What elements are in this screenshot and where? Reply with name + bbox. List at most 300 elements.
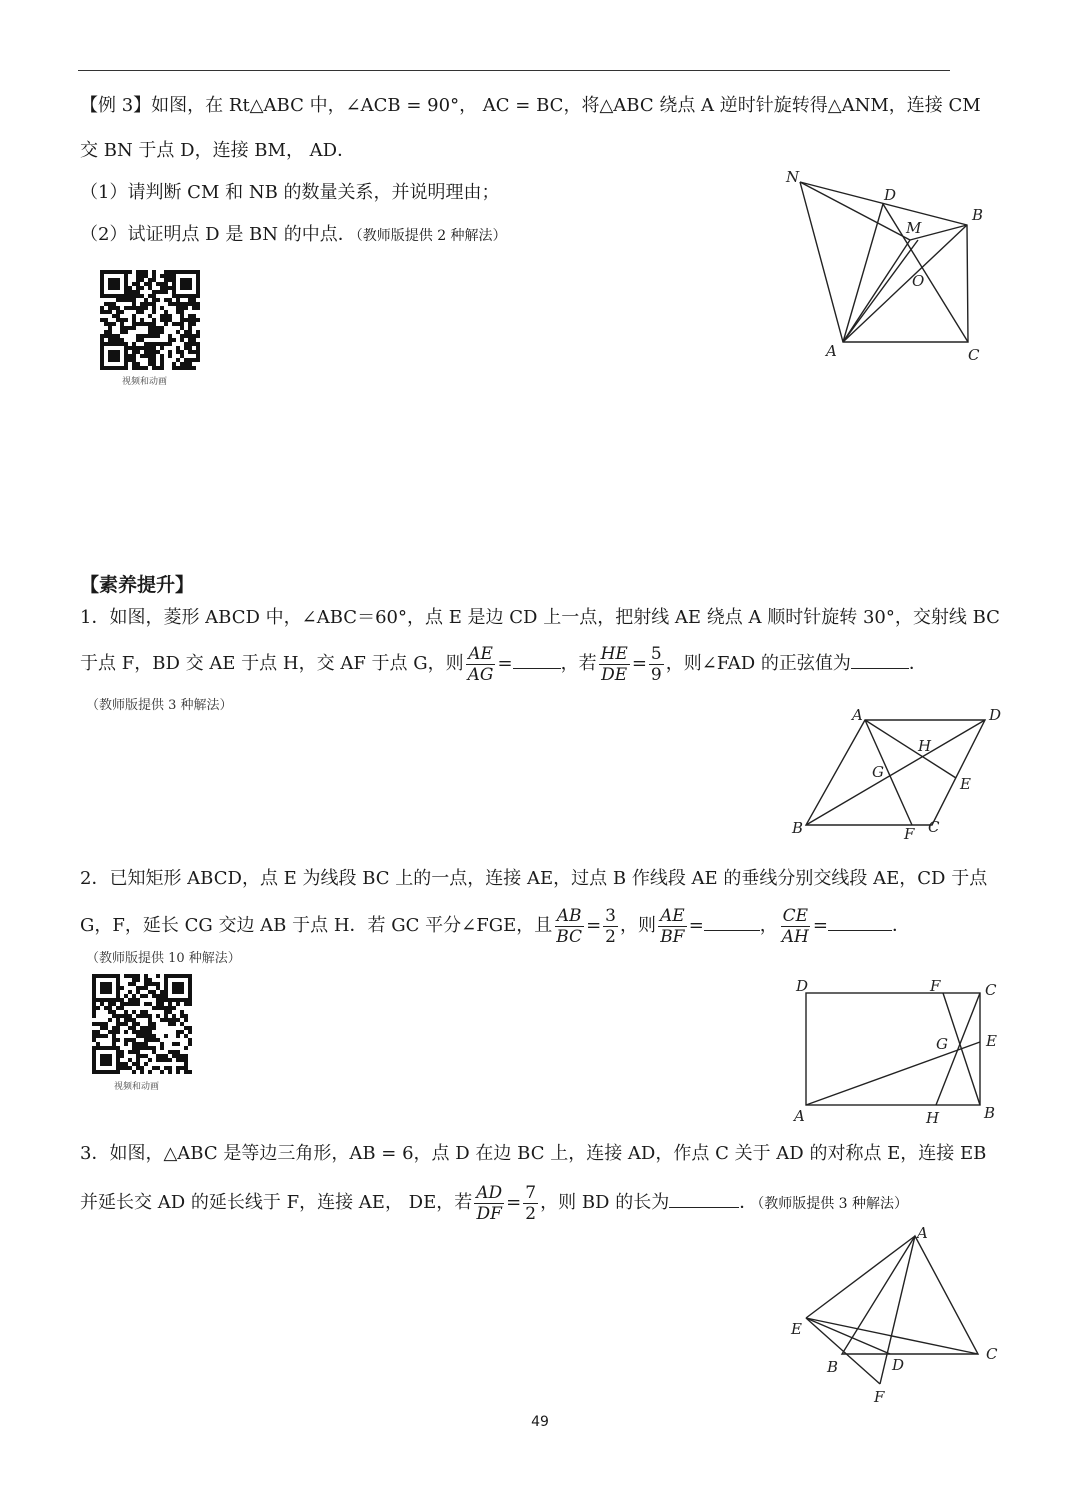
problem2-line1: 2．已知矩形 ABCD，点 E 为线段 BC 上的一点，连接 AE，过点 B 作线段 AE 的垂线分别交线段 AE，CD 于点 <box>80 868 988 889</box>
qr-module <box>120 322 124 326</box>
qr-finder-square <box>100 982 112 994</box>
qr-module <box>172 338 176 342</box>
qr-module <box>160 362 164 366</box>
qr-module <box>136 350 140 354</box>
qr-module <box>92 1010 96 1014</box>
qr-module <box>160 286 164 290</box>
qr-module <box>144 974 148 978</box>
qr-module <box>148 1014 152 1018</box>
qr-module <box>168 302 172 306</box>
qr-module <box>184 302 188 306</box>
qr-module <box>164 1014 168 1018</box>
fig3-label-h: H <box>926 1109 940 1127</box>
qr-module <box>144 282 148 286</box>
qr-module <box>188 298 192 302</box>
fig1-label-m: M <box>906 219 922 237</box>
qr-module <box>120 998 124 1002</box>
qr-module <box>100 338 104 342</box>
frac-numerator: AB <box>556 905 582 926</box>
qr-module <box>152 366 156 370</box>
qr-module <box>120 986 124 990</box>
qr-module <box>156 982 160 986</box>
qr-module <box>176 1058 180 1062</box>
problem2-text-b: ，则 <box>620 915 656 936</box>
qr-module <box>148 322 152 326</box>
qr-module <box>124 298 128 302</box>
qr-module <box>124 1002 128 1006</box>
qr-module <box>140 306 144 310</box>
fig1-label-o: O <box>912 272 925 290</box>
qr-module <box>92 1022 96 1026</box>
qr-module <box>132 1050 136 1054</box>
qr-module <box>140 1054 144 1058</box>
qr-module <box>136 1066 140 1070</box>
qr-module <box>116 1014 120 1018</box>
qr-module <box>124 318 128 322</box>
qr-module <box>124 1062 128 1066</box>
qr-module <box>152 306 156 310</box>
qr-module <box>168 1010 172 1014</box>
qr-module <box>112 1038 116 1042</box>
qr-module <box>188 318 192 322</box>
qr-module <box>152 1046 156 1050</box>
qr-module <box>156 1066 160 1070</box>
qr-module <box>140 994 144 998</box>
qr-module <box>132 350 136 354</box>
qr-module <box>156 998 160 1002</box>
qr-module <box>104 318 108 322</box>
qr-module <box>184 362 188 366</box>
example3-question1: （1）请判断 CM 和 NB 的数量关系，并说明理由； <box>80 182 500 203</box>
qr-module <box>156 1054 160 1058</box>
qr-module <box>132 1018 136 1022</box>
problem1-line2 <box>80 642 927 686</box>
qr-module <box>180 314 184 318</box>
qr-module <box>136 310 140 314</box>
qr-module <box>132 978 136 982</box>
qr-module <box>136 334 140 338</box>
qr-module <box>180 310 184 314</box>
qr-module <box>144 302 148 306</box>
qr-module <box>184 358 188 362</box>
qr-module <box>188 366 192 370</box>
qr-module <box>128 1002 132 1006</box>
qr-module <box>112 338 116 342</box>
qr-module <box>128 354 132 358</box>
example3-question2 <box>80 223 507 248</box>
problem2-qr-code[interactable] <box>88 972 198 1075</box>
qr-module <box>152 330 156 334</box>
qr-module <box>120 1022 124 1026</box>
qr-module <box>124 330 128 334</box>
qr-finder-square <box>180 278 192 290</box>
qr-module <box>160 1058 164 1062</box>
qr-module <box>124 1022 128 1026</box>
qr-module <box>192 322 196 326</box>
qr-module <box>144 1034 148 1038</box>
qr-module <box>168 318 172 322</box>
problem1-figure <box>780 700 1040 845</box>
qr-module <box>136 322 140 326</box>
qr-module <box>136 366 140 370</box>
qr-module <box>120 330 124 334</box>
qr-module <box>112 1010 116 1014</box>
qr-module <box>136 294 140 298</box>
qr-module <box>144 1010 148 1014</box>
qr-module <box>132 326 136 330</box>
qr-module <box>100 306 104 310</box>
qr-module <box>124 1014 128 1018</box>
qr-module <box>128 326 132 330</box>
qr-module <box>144 1038 148 1042</box>
qr-module <box>100 1002 104 1006</box>
qr-module <box>104 1022 108 1026</box>
qr-module <box>136 1002 140 1006</box>
qr-module <box>180 366 184 370</box>
example3-qr-code[interactable] <box>96 268 206 371</box>
fig4-label-f: F <box>874 1388 885 1406</box>
answer-blank-2[interactable] <box>851 650 909 669</box>
qr-module <box>112 1002 116 1006</box>
problem3-fraction-7-2 <box>523 1183 538 1224</box>
qr-module <box>180 354 184 358</box>
qr-module <box>160 330 164 334</box>
qr-module <box>140 338 144 342</box>
qr-module <box>180 1058 184 1062</box>
qr-module <box>104 1006 108 1010</box>
page-number: 49 <box>531 1414 549 1430</box>
qr-module <box>148 326 152 330</box>
qr-module <box>192 334 196 338</box>
qr-module <box>120 1062 124 1066</box>
qr-module <box>184 1014 188 1018</box>
qr-module <box>152 982 156 986</box>
qr-module <box>116 338 120 342</box>
example3-figure <box>770 160 1020 370</box>
qr-module <box>148 1034 152 1038</box>
qr-module <box>152 362 156 366</box>
qr-module <box>100 1026 104 1030</box>
qr-module <box>140 310 144 314</box>
example3-question2-text: （2）试证明点 D 是 BN 的中点． <box>80 224 356 245</box>
problem3-line2 <box>80 1181 908 1226</box>
problem3-text-b: ，则 BD 的长为 <box>540 1192 670 1213</box>
qr-module <box>144 1026 148 1030</box>
qr-module <box>144 994 148 998</box>
qr-module <box>128 1018 132 1022</box>
qr-module <box>128 998 132 1002</box>
qr-module <box>116 1026 120 1030</box>
qr-module <box>176 1002 180 1006</box>
qr-module <box>184 1046 188 1050</box>
fig3-label-b: B <box>984 1104 996 1122</box>
qr-module <box>128 1014 132 1018</box>
qr-module <box>128 1050 132 1054</box>
qr-module <box>188 1002 192 1006</box>
frac-numerator: AE <box>468 643 493 664</box>
qr-module <box>180 334 184 338</box>
qr-module <box>140 270 144 274</box>
qr-module <box>136 1014 140 1018</box>
qr-module <box>144 986 148 990</box>
qr-module <box>104 310 108 314</box>
qr-module <box>196 302 200 306</box>
qr-module <box>140 302 144 306</box>
qr-module <box>176 1050 180 1054</box>
qr-module <box>108 334 112 338</box>
qr-module <box>132 1070 136 1074</box>
qr-module <box>120 1014 124 1018</box>
qr-module <box>156 1038 160 1042</box>
problem1-text-c: ，则∠FAD 的正弦值为 <box>665 653 851 674</box>
qr-module <box>128 270 132 274</box>
qr-module <box>132 294 136 298</box>
qr-module <box>188 334 192 338</box>
answer-blank-4[interactable] <box>828 912 892 931</box>
frac-numerator: 5 <box>650 643 662 664</box>
qr-module <box>104 302 108 306</box>
qr-module <box>148 354 152 358</box>
qr-module <box>92 1014 96 1018</box>
qr-module <box>132 1010 136 1014</box>
qr-module <box>124 1030 128 1034</box>
qr-module <box>144 298 148 302</box>
qr-module <box>196 334 200 338</box>
qr-module <box>172 362 176 366</box>
problem1-fraction-5-9 <box>649 644 664 685</box>
qr-module <box>132 1022 136 1026</box>
qr-module <box>180 1010 184 1014</box>
qr-finder-square <box>100 1054 112 1066</box>
fig2-label-f: F <box>904 825 915 843</box>
qr-module <box>104 334 108 338</box>
qr-module <box>164 1066 168 1070</box>
qr-module <box>148 982 152 986</box>
qr-module <box>192 306 196 310</box>
qr-module <box>168 350 172 354</box>
fig3-label-c: C <box>985 981 997 999</box>
fig1-line-ad <box>843 204 883 342</box>
qr-module <box>124 974 128 978</box>
qr-module <box>164 290 168 294</box>
fig1-line-am <box>843 240 910 342</box>
qr-module <box>176 310 180 314</box>
qr-module <box>136 290 140 294</box>
example3-solution-note: （教师版提供 2 种解法） <box>355 228 507 244</box>
qr-module <box>156 350 160 354</box>
qr-module <box>140 1046 144 1050</box>
fig1-line-am2 <box>843 240 918 342</box>
qr-module <box>124 1010 128 1014</box>
qr-module <box>120 1002 124 1006</box>
problem2-solution-note: （教师版提供 10 种解法） <box>86 951 241 966</box>
frac-numerator: 7 <box>525 1182 537 1203</box>
qr-module <box>132 322 136 326</box>
qr-module <box>184 1062 188 1066</box>
qr-module <box>132 1002 136 1006</box>
qr-module <box>152 1026 156 1030</box>
qr-module <box>176 306 180 310</box>
example3-line2: 交 BN 于点 D，连接 BM， AD． <box>80 140 356 161</box>
qr-module <box>136 278 140 282</box>
qr-module <box>172 1014 176 1018</box>
problem3-figure <box>780 1222 1040 1407</box>
qr-module <box>184 1054 188 1058</box>
qr-module <box>184 366 188 370</box>
qr-module <box>176 346 180 350</box>
qr-module <box>184 330 188 334</box>
qr-module <box>176 330 180 334</box>
equals-sign: = <box>631 653 647 674</box>
qr-module <box>156 1058 160 1062</box>
qr-module <box>140 322 144 326</box>
qr-module <box>128 982 132 986</box>
qr-module <box>148 278 152 282</box>
qr-module <box>128 346 132 350</box>
frac-denominator: 9 <box>650 664 662 685</box>
qr-module <box>136 998 140 1002</box>
qr-module <box>108 310 112 314</box>
qr-module <box>96 1034 100 1038</box>
qr-module <box>192 302 196 306</box>
qr-module <box>188 338 192 342</box>
qr-module <box>160 1002 164 1006</box>
qr-module <box>96 1006 100 1010</box>
answer-blank-5[interactable] <box>669 1189 739 1208</box>
qr-module <box>152 302 156 306</box>
qr-module <box>156 282 160 286</box>
qr-module <box>180 1030 184 1034</box>
qr-module <box>156 330 160 334</box>
qr-module <box>192 366 196 370</box>
qr-module <box>164 1054 168 1058</box>
answer-blank-1[interactable] <box>513 650 561 669</box>
qr-module <box>184 306 188 310</box>
problem3-line1: 3．如图，△ABC 是等边三角形，AB = 6，点 D 在边 BC 上，连接 AD，作点 C 关于 AD 的对称点 E，连接 EB <box>80 1143 987 1164</box>
qr-module <box>120 1006 124 1010</box>
qr-module <box>180 322 184 326</box>
problem1-fraction-ae-ag <box>466 644 496 685</box>
qr-module <box>152 342 156 346</box>
qr-module <box>132 1042 136 1046</box>
qr-module <box>136 306 140 310</box>
qr-module <box>156 334 160 338</box>
qr-module <box>104 1026 108 1030</box>
qr-module <box>188 302 192 306</box>
qr-module <box>188 326 192 330</box>
qr-module <box>140 278 144 282</box>
equals-sign: = <box>497 653 513 674</box>
qr-module <box>192 358 196 362</box>
qr-module <box>156 974 160 978</box>
qr-module <box>152 322 156 326</box>
qr-module <box>136 1046 140 1050</box>
qr-module <box>160 1018 164 1022</box>
problem1-text-b: ，若 <box>560 653 597 674</box>
qr-module <box>176 1066 180 1070</box>
qr-module <box>144 334 148 338</box>
qr-module <box>180 1022 184 1026</box>
qr-module <box>192 338 196 342</box>
frac-denominator: DE <box>601 664 628 685</box>
qr-module <box>124 1038 128 1042</box>
fig3-rectangle <box>806 993 980 1105</box>
qr-module <box>156 986 160 990</box>
qr-module <box>132 314 136 318</box>
qr-module <box>140 294 144 298</box>
qr-module <box>160 366 164 370</box>
qr-module <box>168 338 172 342</box>
qr-module <box>144 978 148 982</box>
qr-module <box>112 1034 116 1038</box>
qr-module <box>136 1050 140 1054</box>
qr-module <box>148 1058 152 1062</box>
qr-module <box>124 306 128 310</box>
qr-module <box>160 306 164 310</box>
qr-module <box>152 1038 156 1042</box>
qr-module <box>96 1042 100 1046</box>
qr-module <box>196 318 200 322</box>
fig1-label-d: D <box>884 186 897 204</box>
qr-module <box>172 1022 176 1026</box>
answer-blank-3[interactable] <box>704 912 760 931</box>
problem1-fraction-he-de <box>599 644 630 685</box>
qr-module <box>180 350 184 354</box>
qr-module <box>188 350 192 354</box>
problem2-text-a: G，F，延长 CG 交边 AB 于点 H．若 GC 平分∠FGE，且 <box>80 915 553 936</box>
qr-module <box>152 318 156 322</box>
fig3-label-a: A <box>794 1107 805 1125</box>
qr-module <box>148 334 152 338</box>
qr-module <box>144 1054 148 1058</box>
qr-module <box>148 1002 152 1006</box>
qr-module <box>192 350 196 354</box>
qr-module <box>148 1026 152 1030</box>
qr-module <box>176 1070 180 1074</box>
qr-module <box>140 1034 144 1038</box>
qr-module <box>148 362 152 366</box>
qr-module <box>112 306 116 310</box>
problem2-fraction-ae-bf <box>658 906 687 947</box>
qr-module <box>128 1038 132 1042</box>
fig3-label-d: D <box>796 977 809 995</box>
qr-module <box>184 1066 188 1070</box>
qr-module <box>188 1042 192 1046</box>
qr-module <box>180 318 184 322</box>
qr-module <box>108 302 112 306</box>
qr-module <box>188 1070 192 1074</box>
qr-module <box>100 334 104 338</box>
qr-module <box>196 354 200 358</box>
qr-module <box>132 342 136 346</box>
qr-module <box>124 1042 128 1046</box>
qr-module <box>136 986 140 990</box>
qr-module <box>92 1006 96 1010</box>
frac-denominator: 2 <box>525 1203 537 1224</box>
comma: ， <box>759 915 778 936</box>
qr-module <box>156 1006 160 1010</box>
qr-module <box>168 270 172 274</box>
qr-module <box>120 1066 124 1070</box>
qr-module <box>152 1006 156 1010</box>
problem1-text-a: 于点 F，BD 交 AE 于点 H，交 AF 于点 G，则 <box>80 653 464 674</box>
qr-module <box>156 994 160 998</box>
qr-module <box>128 358 132 362</box>
qr-module <box>160 1042 164 1046</box>
qr-module <box>136 978 140 982</box>
qr-module <box>132 362 136 366</box>
qr-module <box>148 330 152 334</box>
